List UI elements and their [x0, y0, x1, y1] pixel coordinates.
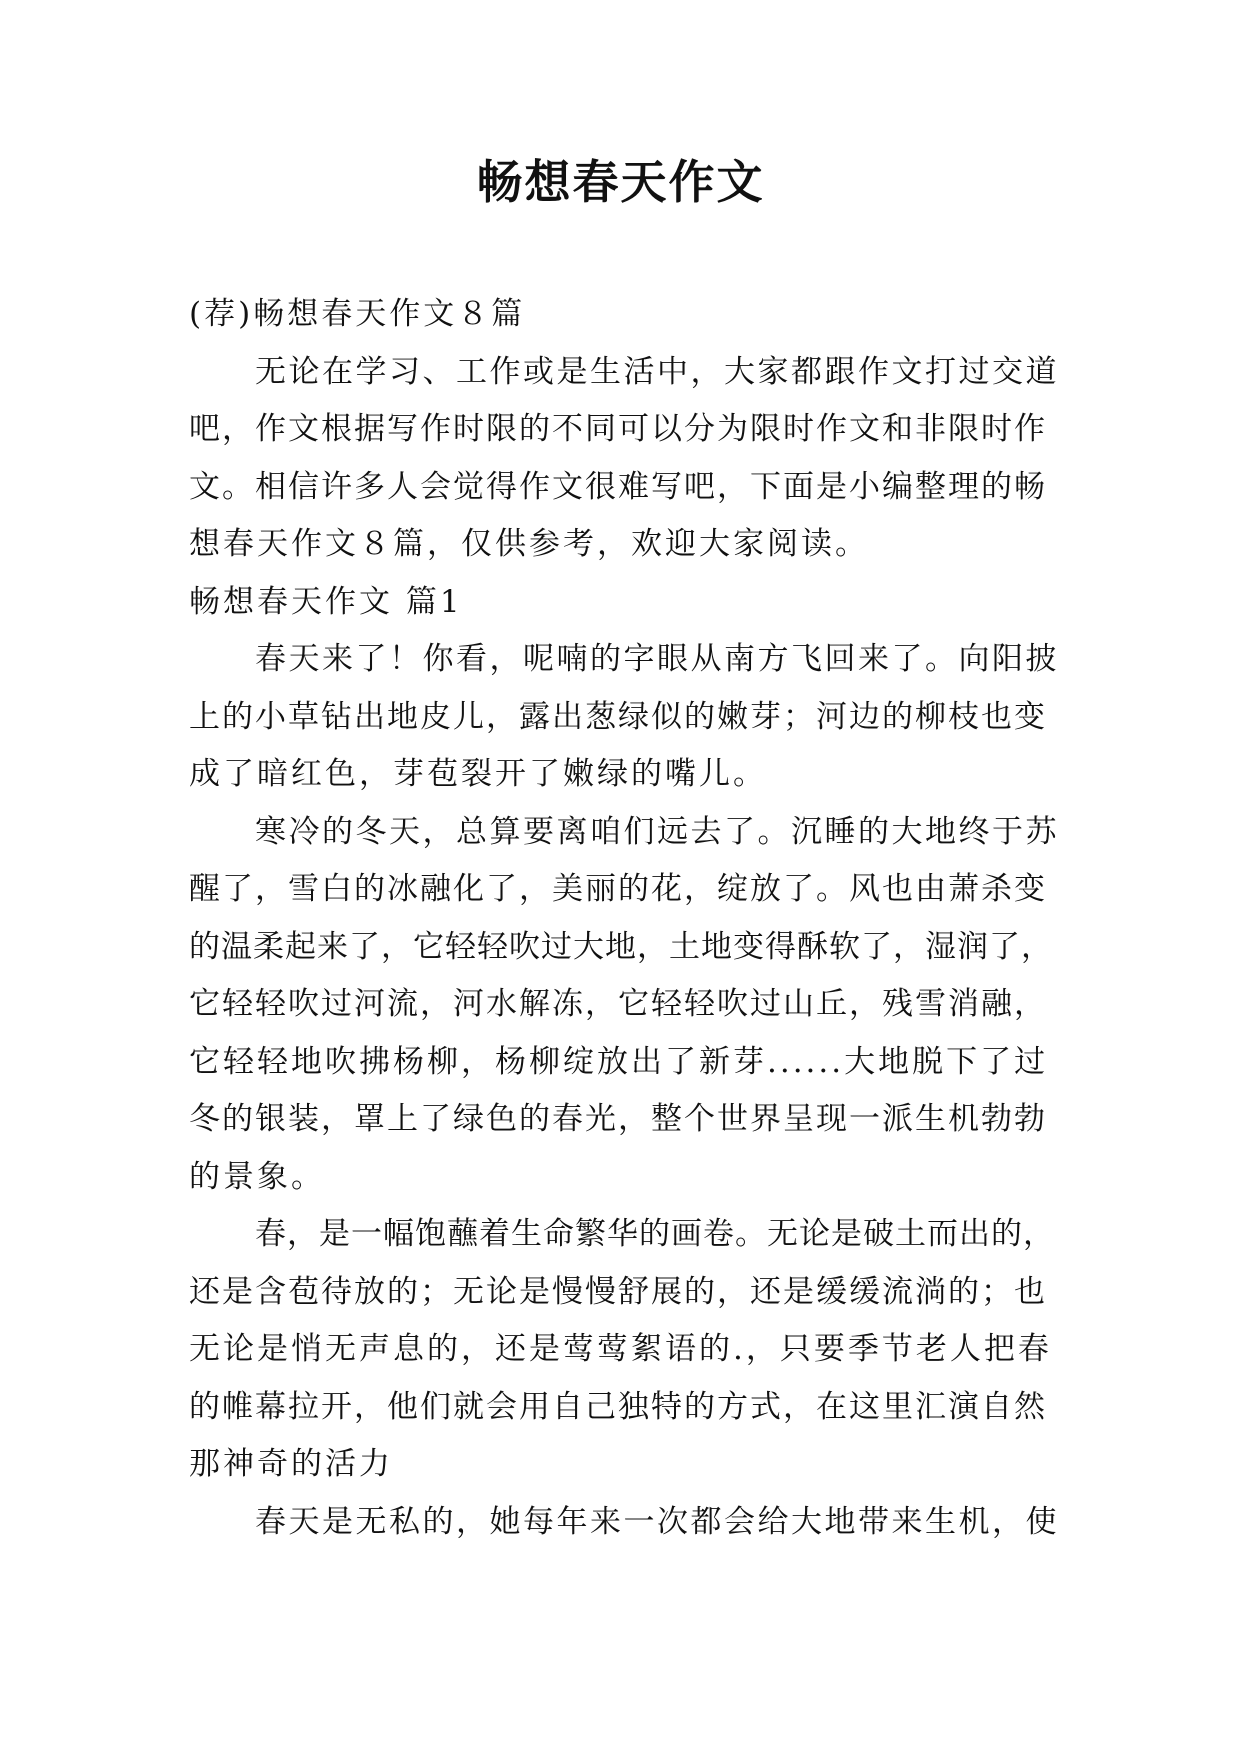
paragraph-line: 上的小草钻出地皮儿，露出葱绿似的嫩芽；河边的柳枝也变: [189, 698, 1047, 735]
section-heading: 畅想春天作文 篇1: [189, 583, 463, 620]
document-title: 畅想春天作文: [476, 155, 765, 209]
paragraph-line: 的景象。: [189, 1158, 325, 1195]
paragraph-line: 它轻轻地吹拂杨柳，杨柳绽放出了新芽......大地脱下了过: [189, 1043, 1049, 1080]
paragraph-line: 还是含苞待放的；无论是慢慢舒展的，还是缓缓流淌的；也: [189, 1273, 1047, 1310]
paragraph-line: 春，是一幅饱蘸着生命繁华的画卷。无论是破土而出的，: [255, 1216, 1055, 1252]
paragraph-line: 春天来了！你看，呢喃的字眼从南方飞回来了。向阳披: [255, 641, 1059, 677]
document-body: [189, 286, 1059, 1551]
subtitle-line: (荐)畅想春天作文８篇: [189, 296, 526, 332]
paragraph-line: 醒了，雪白的冰融化了，美丽的花，绽放了。风也由萧杀变: [189, 871, 1047, 907]
paragraph-line: 冬的银装，罩上了绿色的春光，整个世界呈现一派生机勃勃: [189, 1101, 1047, 1137]
paragraph-line: 那神奇的活力: [189, 1446, 393, 1482]
intro-paragraph-line: 想春天作文８篇，仅供参考，欢迎大家阅读。: [189, 526, 869, 562]
paragraph-line: 春天是无私的，她每年来一次都会给大地带来生机，使: [255, 1503, 1059, 1540]
intro-paragraph-line: 无论在学习、工作或是生活中，大家都跟作文打过交道: [255, 353, 1059, 390]
paragraph-line: 寒冷的冬天，总算要离咱们远去了。沉睡的大地终于苏: [255, 813, 1059, 850]
paragraph-line: 它轻轻吹过河流，河水解冻，它轻轻吹过山丘，残雪消融，: [189, 986, 1047, 1022]
intro-paragraph-line: 吧，作文根据写作时限的不同可以分为限时作文和非限时作: [189, 411, 1047, 447]
paragraph-line: 的帷幕拉开，他们就会用自己独特的方式，在这里汇演自然: [189, 1388, 1047, 1425]
intro-paragraph-line: 文。相信许多人会觉得作文很难写吧，下面是小编整理的畅: [189, 468, 1047, 505]
paragraph-line: 无论是悄无声息的，还是莺莺絮语的.，只要季节老人把春: [189, 1331, 1052, 1367]
paragraph-line: 成了暗红色，芽苞裂开了嫩绿的嘴儿。: [189, 756, 767, 792]
paragraph-line: 的温柔起来了，它轻轻吹过大地，土地变得酥软了，湿润了，: [189, 928, 1053, 965]
